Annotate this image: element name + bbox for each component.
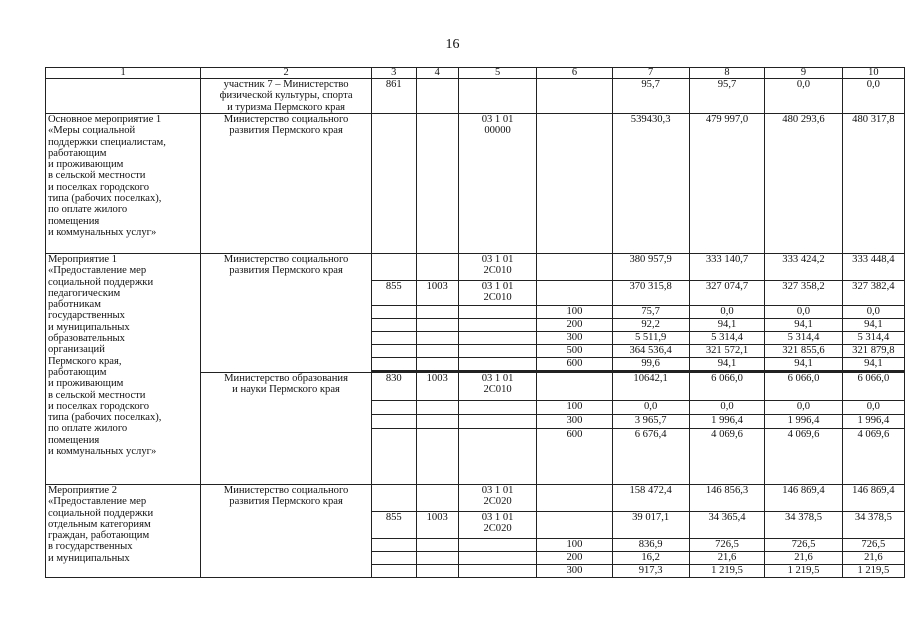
cell-value-8: 4 069,6 xyxy=(689,429,765,485)
cell-value-10: 321 879,8 xyxy=(842,345,904,358)
cell-expense-type xyxy=(537,114,612,254)
cell-executor: Министерство социального развития Пермского края xyxy=(201,254,372,373)
cell-value-8: 726,5 xyxy=(689,539,765,552)
cell-name xyxy=(46,79,201,114)
cell-ministry-code xyxy=(371,429,416,485)
cell-value-8: 321 572,1 xyxy=(689,345,765,358)
cell-target-code xyxy=(458,358,537,371)
cell-value-10: 726,5 xyxy=(842,539,904,552)
cell-value-7: 917,3 xyxy=(612,565,689,578)
cell-section-code xyxy=(416,79,458,114)
cell-value-8: 34 365,4 xyxy=(689,512,765,539)
cell-value-9: 327 358,2 xyxy=(765,281,842,306)
cell-value-8: 1 996,4 xyxy=(689,415,765,429)
cell-value-9: 726,5 xyxy=(765,539,842,552)
cell-ministry-code: 861 xyxy=(371,79,416,114)
cell-expense-type: 100 xyxy=(537,539,612,552)
cell-executor: Министерство образования и науки Пермского края xyxy=(201,373,372,485)
cell-value-7: 16,2 xyxy=(612,552,689,565)
cell-value-10: 21,6 xyxy=(842,552,904,565)
cell-value-10: 0,0 xyxy=(842,401,904,415)
cell-value-8: 6 066,0 xyxy=(689,373,765,401)
budget-table xyxy=(45,67,905,578)
cell-value-8: 479 997,0 xyxy=(689,114,765,254)
cell-value-8: 146 856,3 xyxy=(689,485,765,512)
cell-section-code xyxy=(416,319,458,332)
cell-value-9: 0,0 xyxy=(765,79,842,114)
cell-ministry-code xyxy=(371,539,416,552)
cell-expense-type: 100 xyxy=(537,401,612,415)
cell-value-9: 0,0 xyxy=(765,401,842,415)
header-cell: 1 xyxy=(46,68,201,79)
cell-value-7: 539430,3 xyxy=(612,114,689,254)
cell-target-code: 03 1 01 2С010 xyxy=(458,254,537,281)
cell-value-9: 34 378,5 xyxy=(765,512,842,539)
cell-section-code xyxy=(416,565,458,578)
cell-value-8: 0,0 xyxy=(689,401,765,415)
table-row xyxy=(46,485,905,512)
cell-ministry-code xyxy=(371,401,416,415)
cell-value-9: 1 996,4 xyxy=(765,415,842,429)
cell-target-code: 03 1 01 2С010 xyxy=(458,281,537,306)
cell-expense-type: 300 xyxy=(537,415,612,429)
cell-ministry-code xyxy=(371,332,416,345)
cell-ministry-code: 830 xyxy=(371,373,416,401)
cell-value-10: 0,0 xyxy=(842,79,904,114)
cell-value-9: 1 219,5 xyxy=(765,565,842,578)
cell-section-code: 1003 xyxy=(416,512,458,539)
cell-ministry-code xyxy=(371,306,416,319)
header-cell: 2 xyxy=(201,68,372,79)
cell-section-code xyxy=(416,114,458,254)
cell-name: Мероприятие 2 «Предоставление мер социальной поддержки отдельным категориям граждан, работающим в государственных и муниципальных xyxy=(46,485,201,578)
cell-expense-type: 100 xyxy=(537,306,612,319)
cell-value-7: 380 957,9 xyxy=(612,254,689,281)
cell-section-code xyxy=(416,332,458,345)
cell-value-7: 0,0 xyxy=(612,401,689,415)
cell-target-code: 03 1 01 2С020 xyxy=(458,512,537,539)
cell-target-code xyxy=(458,539,537,552)
cell-value-9: 21,6 xyxy=(765,552,842,565)
cell-section-code xyxy=(416,306,458,319)
cell-value-7: 3 965,7 xyxy=(612,415,689,429)
cell-target-code xyxy=(458,332,537,345)
cell-value-9: 5 314,4 xyxy=(765,332,842,345)
cell-value-7: 99,6 xyxy=(612,358,689,371)
cell-value-10: 146 869,4 xyxy=(842,485,904,512)
cell-value-10: 94,1 xyxy=(842,319,904,332)
cell-ministry-code xyxy=(371,345,416,358)
header-cell: 7 xyxy=(612,68,689,79)
cell-expense-type xyxy=(537,512,612,539)
cell-value-9: 0,0 xyxy=(765,306,842,319)
cell-value-10: 480 317,8 xyxy=(842,114,904,254)
cell-target-code: 03 1 01 2С020 xyxy=(458,485,537,512)
header-cell: 4 xyxy=(416,68,458,79)
cell-expense-type: 300 xyxy=(537,332,612,345)
cell-value-10: 94,1 xyxy=(842,358,904,371)
cell-value-8: 0,0 xyxy=(689,306,765,319)
cell-name: Мероприятие 1 «Предоставление мер социальной поддержки педагогическим работникам государственных и муниципальных образовательных организаций Пермского края, работающим и проживающим в сельской местности и поселках городского типа (рабочих поселках), по оплате жилого помещения и коммунальных услуг» xyxy=(46,254,201,485)
header-cell: 8 xyxy=(689,68,765,79)
cell-target-code xyxy=(458,319,537,332)
cell-executor: участник 7 – Министерство физической культуры, спорта и туризма Пермского края xyxy=(201,79,372,114)
cell-value-8: 95,7 xyxy=(689,79,765,114)
cell-target-code xyxy=(458,79,537,114)
header-cell: 9 xyxy=(765,68,842,79)
table-row xyxy=(46,254,905,281)
cell-target-code xyxy=(458,401,537,415)
cell-value-7: 92,2 xyxy=(612,319,689,332)
cell-value-9: 333 424,2 xyxy=(765,254,842,281)
cell-value-10: 6 066,0 xyxy=(842,373,904,401)
cell-ministry-code xyxy=(371,114,416,254)
cell-executor: Министерство социального развития Пермского края xyxy=(201,114,372,254)
cell-ministry-code xyxy=(371,254,416,281)
cell-expense-type: 200 xyxy=(537,552,612,565)
cell-value-7: 836,9 xyxy=(612,539,689,552)
cell-value-8: 21,6 xyxy=(689,552,765,565)
cell-ministry-code xyxy=(371,415,416,429)
cell-value-7: 10642,1 xyxy=(612,373,689,401)
cell-ministry-code xyxy=(371,552,416,565)
header-cell: 5 xyxy=(458,68,537,79)
cell-expense-type xyxy=(537,254,612,281)
cell-value-9: 4 069,6 xyxy=(765,429,842,485)
cell-value-8: 5 314,4 xyxy=(689,332,765,345)
cell-value-8: 1 219,5 xyxy=(689,565,765,578)
cell-ministry-code xyxy=(371,358,416,371)
cell-expense-type: 600 xyxy=(537,429,612,485)
cell-value-8: 333 140,7 xyxy=(689,254,765,281)
cell-value-8: 94,1 xyxy=(689,319,765,332)
cell-target-code xyxy=(458,552,537,565)
cell-expense-type xyxy=(537,281,612,306)
cell-value-10: 4 069,6 xyxy=(842,429,904,485)
cell-executor: Министерство социального развития Пермского края xyxy=(201,485,372,578)
cell-section-code xyxy=(416,415,458,429)
cell-section-code xyxy=(416,254,458,281)
cell-target-code xyxy=(458,345,537,358)
cell-value-10: 0,0 xyxy=(842,306,904,319)
cell-value-7: 6 676,4 xyxy=(612,429,689,485)
header-cell: 6 xyxy=(537,68,612,79)
cell-value-10: 1 219,5 xyxy=(842,565,904,578)
cell-section-code xyxy=(416,429,458,485)
cell-value-10: 333 448,4 xyxy=(842,254,904,281)
cell-value-9: 146 869,4 xyxy=(765,485,842,512)
cell-expense-type: 600 xyxy=(537,358,612,371)
cell-target-code xyxy=(458,429,537,485)
cell-target-code xyxy=(458,415,537,429)
cell-value-9: 480 293,6 xyxy=(765,114,842,254)
cell-value-9: 6 066,0 xyxy=(765,373,842,401)
cell-section-code: 1003 xyxy=(416,281,458,306)
cell-value-9: 94,1 xyxy=(765,358,842,371)
cell-value-8: 94,1 xyxy=(689,358,765,371)
header-cell: 3 xyxy=(371,68,416,79)
cell-value-7: 5 511,9 xyxy=(612,332,689,345)
cell-section-code xyxy=(416,539,458,552)
table-row xyxy=(46,79,905,114)
cell-expense-type xyxy=(537,485,612,512)
cell-ministry-code: 855 xyxy=(371,512,416,539)
cell-section-code xyxy=(416,345,458,358)
cell-ministry-code: 855 xyxy=(371,281,416,306)
cell-expense-type: 500 xyxy=(537,345,612,358)
cell-value-7: 39 017,1 xyxy=(612,512,689,539)
cell-value-7: 370 315,8 xyxy=(612,281,689,306)
table-row xyxy=(46,114,905,254)
cell-ministry-code xyxy=(371,485,416,512)
cell-expense-type xyxy=(537,373,612,401)
cell-value-10: 1 996,4 xyxy=(842,415,904,429)
cell-expense-type xyxy=(537,79,612,114)
header-cell: 10 xyxy=(842,68,904,79)
cell-value-9: 321 855,6 xyxy=(765,345,842,358)
cell-section-code xyxy=(416,358,458,371)
header-row xyxy=(46,68,905,79)
cell-target-code: 03 1 01 00000 xyxy=(458,114,537,254)
cell-value-10: 34 378,5 xyxy=(842,512,904,539)
cell-expense-type: 300 xyxy=(537,565,612,578)
cell-value-7: 95,7 xyxy=(612,79,689,114)
cell-expense-type: 200 xyxy=(537,319,612,332)
cell-ministry-code xyxy=(371,319,416,332)
cell-value-7: 158 472,4 xyxy=(612,485,689,512)
page-number: 16 xyxy=(445,37,460,52)
cell-value-10: 5 314,4 xyxy=(842,332,904,345)
cell-target-code xyxy=(458,565,537,578)
cell-section-code xyxy=(416,552,458,565)
cell-name: Основное мероприятие 1 «Меры социальной поддержки специалистам, работающим и проживающим в сельской местности и поселках городского типа (рабочих поселках), по оплате жилого помещения и коммунальных услуг» xyxy=(46,114,201,254)
cell-value-9: 94,1 xyxy=(765,319,842,332)
cell-section-code xyxy=(416,401,458,415)
cell-target-code: 03 1 01 2С010 xyxy=(458,373,537,401)
cell-section-code xyxy=(416,485,458,512)
cell-ministry-code xyxy=(371,565,416,578)
cell-value-10: 327 382,4 xyxy=(842,281,904,306)
cell-value-7: 364 536,4 xyxy=(612,345,689,358)
cell-value-7: 75,7 xyxy=(612,306,689,319)
cell-section-code: 1003 xyxy=(416,373,458,401)
cell-target-code xyxy=(458,306,537,319)
cell-value-8: 327 074,7 xyxy=(689,281,765,306)
